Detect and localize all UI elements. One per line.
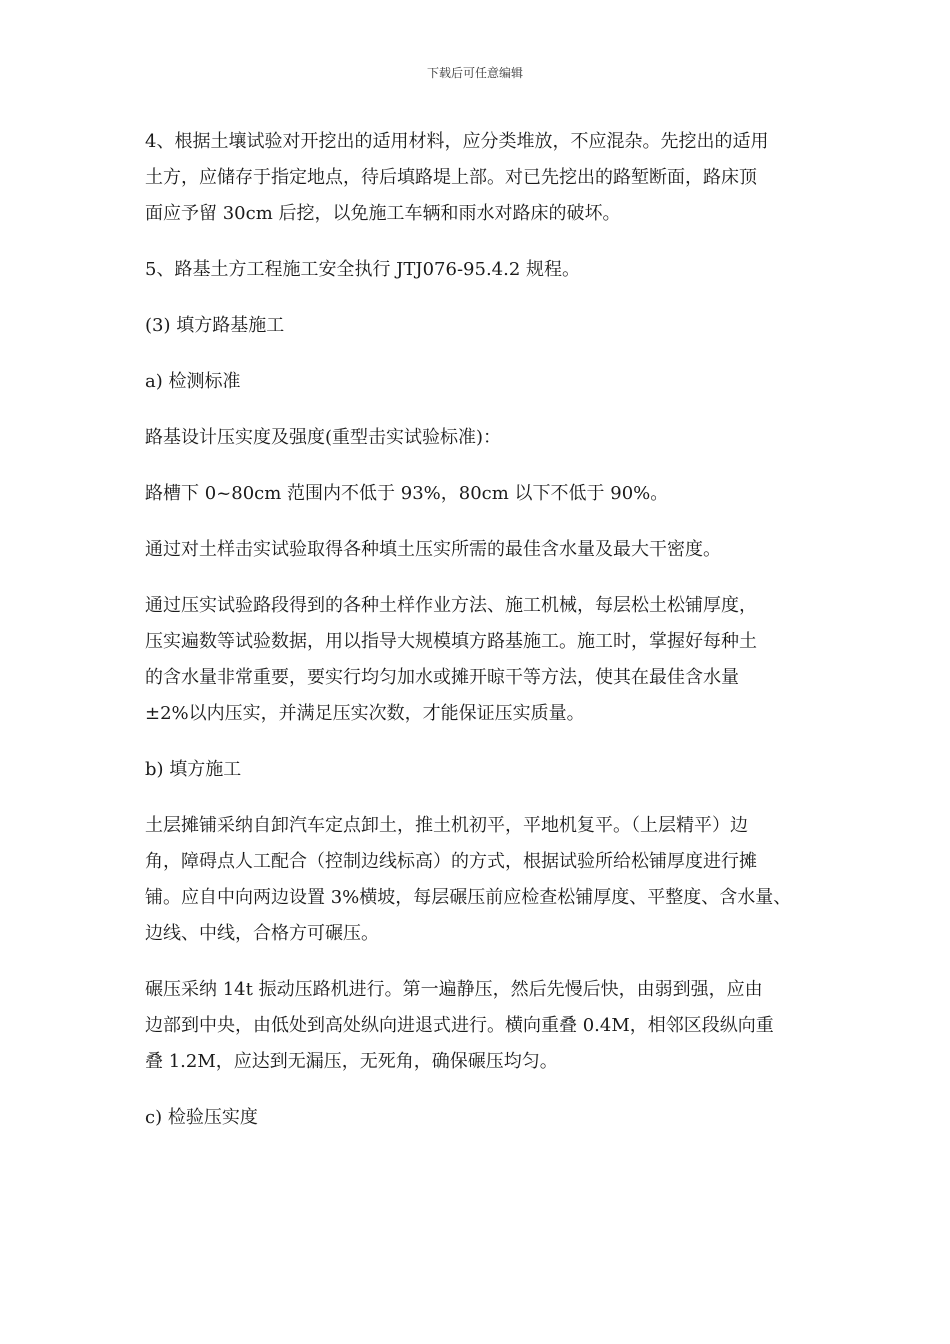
subheading-check-compaction (145, 1100, 815, 1136)
paragraph-soil-spreading (145, 808, 815, 952)
text-line: 通过压实试验路段得到的各种土样作业方法、施工机械，每层松土松铺厚度， (145, 595, 757, 616)
text-line: 的含水量非常重要，要实行均匀加水或摊开晾干等方法，使其在最佳含水量 (145, 667, 739, 688)
section-heading-fill-subgrade (145, 308, 815, 344)
text-line: 铺。应自中向两边设置 3%横坡，每层碾压前应检查松铺厚度、平整度、含水量、 (145, 887, 792, 908)
text-line: 叠 1.2M，应达到无漏压，无死角，确保碾压均匀。 (145, 1051, 558, 1072)
text-line: 面应予留 30cm 后挖，以免施工车辆和雨水对路床的破坏。 (145, 203, 621, 224)
text-line: 路基设计压实度及强度(重型击实试验标准)： (145, 427, 502, 448)
text-line: 压实遍数等试验数据，用以指导大规模填方路基施工。施工时，掌握好每种土 (145, 631, 757, 652)
paragraph-item-5 (145, 252, 815, 288)
text-line: 土层摊铺采纳自卸汽车定点卸土，推土机初平，平地机复平。（上层精平）边 (145, 815, 748, 836)
text-line: 边线、中线，合格方可碾压。 (145, 923, 379, 944)
text-line: 5、路基土方工程施工安全执行 JTJ076-95.4.2 规程。 (145, 259, 581, 280)
text-line: c) 检验压实度 (145, 1107, 258, 1128)
text-line: 通过对土样击实试验取得各种填土压实所需的最佳含水量及最大干密度。 (145, 539, 721, 560)
text-line: 角，障碍点人工配合（控制边线标高）的方式，根据试验所给松铺厚度进行摊 (145, 851, 757, 872)
text-line: 4、根据土壤试验对开挖出的适用材料，应分类堆放，不应混杂。先挖出的适用 (145, 131, 769, 152)
subheading-fill-construction (145, 752, 815, 788)
text-line: ±2%以内压实，并满足压实次数，才能保证压实质量。 (145, 703, 585, 724)
text-line: 碾压采纳 14t 振动压路机进行。第一遍静压，然后先慢后快，由弱到强，应由 (145, 979, 763, 1000)
page-header: 下载后可任意编辑 (426, 66, 523, 80)
subheading-detection-standard (145, 364, 815, 400)
text-line: b) 填方施工 (145, 759, 242, 780)
paragraph-trial-section (145, 588, 815, 732)
text-line: 边部到中央，由低处到高处纵向进退式进行。横向重叠 0.4M，相邻区段纵向重 (145, 1015, 774, 1036)
text-line: a) 检测标准 (145, 371, 241, 392)
text-line: 土方，应储存于指定地点，待后填路堤上部。对已先挖出的路堑断面，路床顶 (145, 167, 757, 188)
paragraph-compaction-test (145, 532, 815, 568)
paragraph-item-4 (145, 124, 815, 232)
paragraph-compaction-requirement (145, 476, 815, 512)
text-line: 路槽下 0~80cm 范围内不低于 93%，80cm 以下不低于 90%。 (145, 483, 669, 504)
text-line: (3) 填方路基施工 (145, 315, 285, 336)
paragraph-design-compaction (145, 420, 815, 456)
document-body (145, 124, 815, 1156)
paragraph-rolling (145, 972, 815, 1080)
